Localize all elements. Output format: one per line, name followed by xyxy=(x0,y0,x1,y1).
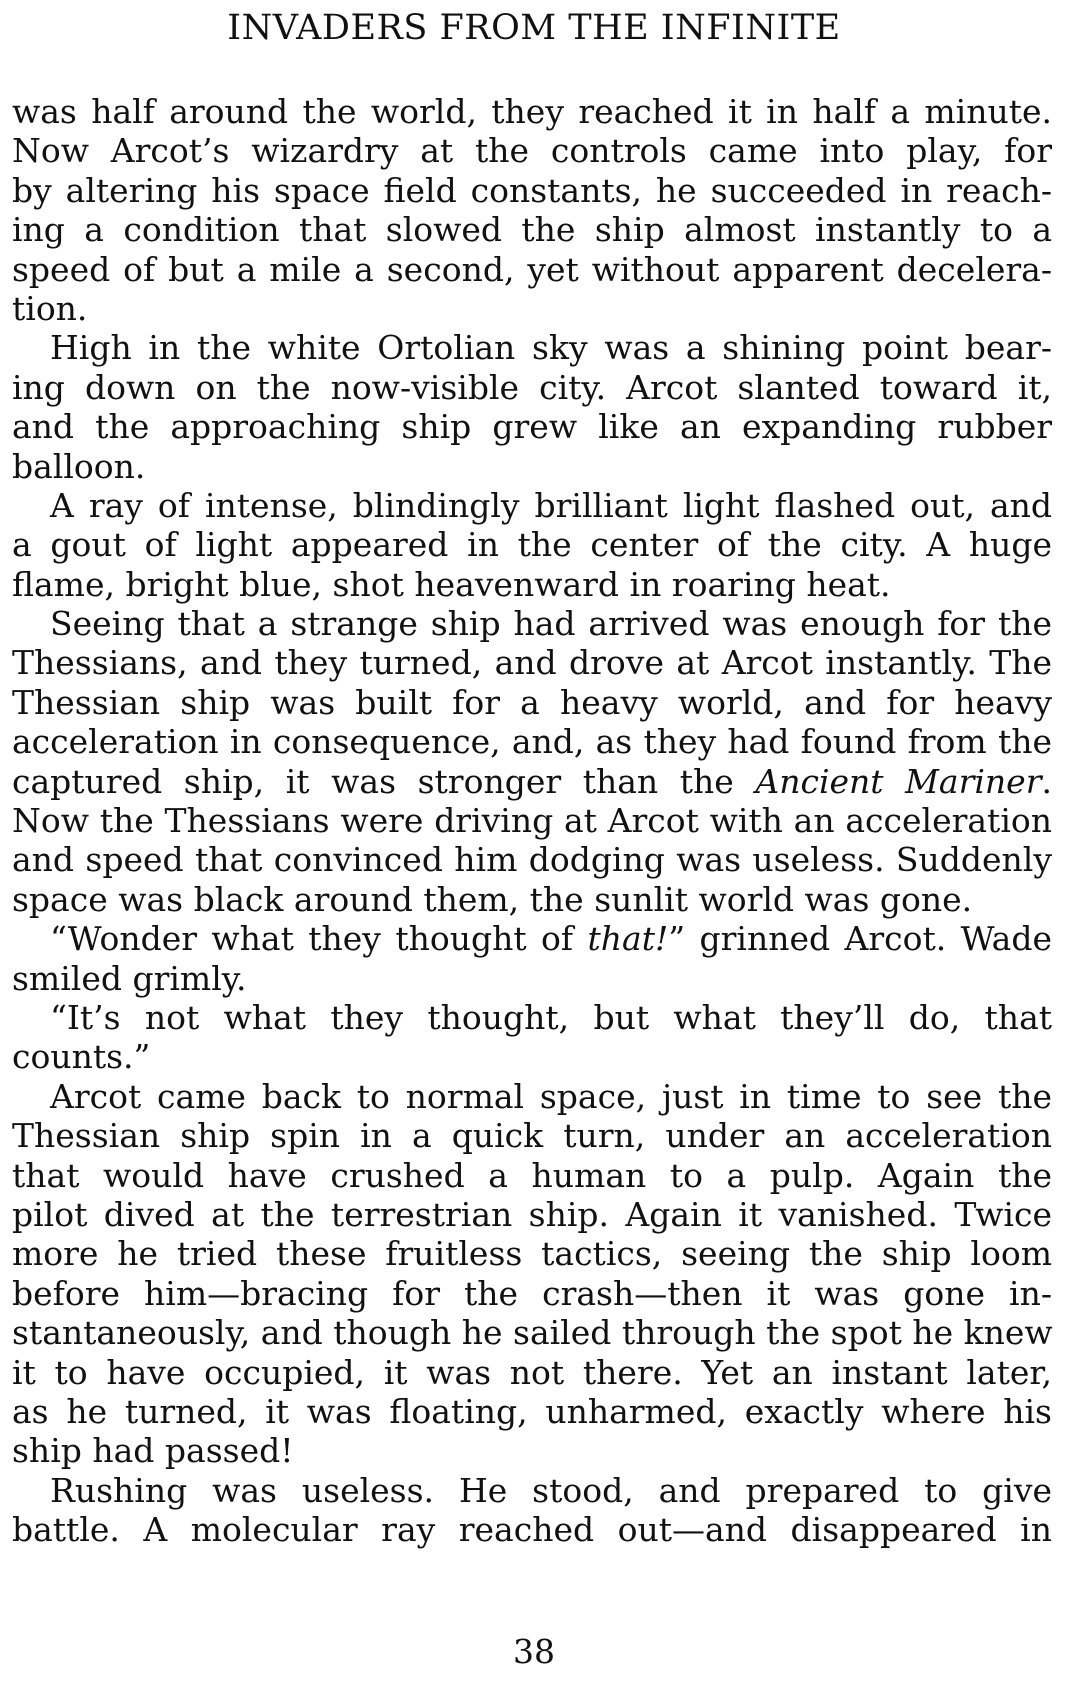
text-line: smiled grimly. xyxy=(12,958,247,998)
text-segment: “Wonder what they thought of xyxy=(50,919,588,959)
italic-emphasis: that! xyxy=(587,919,669,959)
text-line: Seeing that a strange ship had arrived was enough for the xyxy=(50,604,1052,644)
text-line: balloon. xyxy=(12,446,146,486)
text-line: before him—bracing for the crash—then it was gone in- xyxy=(12,1273,1052,1313)
paragraph-4 xyxy=(12,604,1052,919)
text-line: Thessians, and they turned, and drove at Arcot instantly. The xyxy=(12,643,1052,683)
ship-name-italic: Ancient Mariner xyxy=(755,761,1042,801)
text-line: was half around the world, they reached it in half a minute. xyxy=(12,92,1052,131)
text-line: “It’s not what they thought, but what they’ll do, that xyxy=(50,997,1052,1037)
text-line: flame, bright blue, shot heavenward in roaring heat. xyxy=(12,564,891,604)
text-segment: . xyxy=(1041,761,1052,801)
text-line: and speed that convinced him dodging was useless. Suddenly xyxy=(12,840,1052,880)
text-line: stantaneously, and though he sailed through the spot he knew xyxy=(12,1313,1053,1353)
paragraph-8 xyxy=(12,1471,1052,1550)
text-line: acceleration in consequence, and, as they had found from the xyxy=(12,722,1052,762)
text-line: Thessian ship spin in a quick turn, under an acceleration xyxy=(12,1116,1052,1156)
text-line-with-italic xyxy=(12,919,1052,958)
text-line: pilot dived at the terrestrian ship. Again it vanished. Twice xyxy=(12,1194,1052,1234)
text-line: Now Arcot’s wizardry at the controls came into play, for xyxy=(12,131,1052,171)
page-number: 38 xyxy=(513,1632,555,1671)
text-line: ing a condition that slowed the ship almost instantly to a xyxy=(12,210,1052,250)
text-line: counts.” xyxy=(12,1037,151,1077)
text-line: Rushing was useless. He stood, and prepared to give xyxy=(50,1470,1052,1510)
text-line: ing down on the now-visible city. Arcot slanted toward it, xyxy=(12,367,1052,407)
text-line: that would have crushed a human to a pulp. Again the xyxy=(12,1155,1052,1195)
paragraph-3 xyxy=(12,486,1052,604)
text-line: A ray of intense, blindingly brilliant light flashed out, and xyxy=(50,485,1052,525)
paragraph-7 xyxy=(12,1077,1052,1471)
text-segment: captured ship, it was stronger than the xyxy=(12,761,756,801)
text-segment: ” grinned Arcot. Wade xyxy=(668,919,1052,959)
paragraph-5 xyxy=(12,919,1052,998)
text-line: more he tried these fruitless tactics, seeing the ship loom xyxy=(12,1234,1052,1274)
text-line: High in the white Ortolian sky was a shining point bear- xyxy=(50,328,1052,368)
text-line: a gout of light appeared in the center of the city. A huge xyxy=(12,525,1052,565)
paragraph-1 xyxy=(12,92,1052,328)
text-line: Now the Thessians were driving at Arcot with an acceleration xyxy=(12,801,1052,841)
running-head: INVADERS FROM THE INFINITE xyxy=(227,8,841,48)
text-line: it to have occupied, it was not there. Yet an instant later, xyxy=(12,1352,1052,1392)
text-line: Thessian ship was built for a heavy world, and for heavy xyxy=(12,682,1052,722)
text-line: and the approaching ship grew like an expanding rubber xyxy=(12,407,1052,447)
paragraph-2 xyxy=(12,328,1052,486)
text-line: battle. A molecular ray reached out—and disappeared in xyxy=(12,1510,1052,1550)
text-line: tion. xyxy=(12,288,88,328)
text-line-with-italic xyxy=(12,762,1052,801)
text-line: as he turned, it was floating, unharmed, exactly where his xyxy=(12,1391,1052,1431)
text-line: Arcot came back to normal space, just in time to see the xyxy=(50,1076,1052,1116)
text-line: speed of but a mile a second, yet without apparent decelera- xyxy=(12,249,1052,289)
text-line: space was black around them, the sunlit world was gone. xyxy=(12,879,973,919)
body-text xyxy=(12,92,1052,1549)
paragraph-6 xyxy=(12,998,1052,1077)
text-line: ship had passed! xyxy=(12,1431,294,1471)
text-line: by altering his space field constants, he succeeded in reach- xyxy=(12,170,1052,210)
